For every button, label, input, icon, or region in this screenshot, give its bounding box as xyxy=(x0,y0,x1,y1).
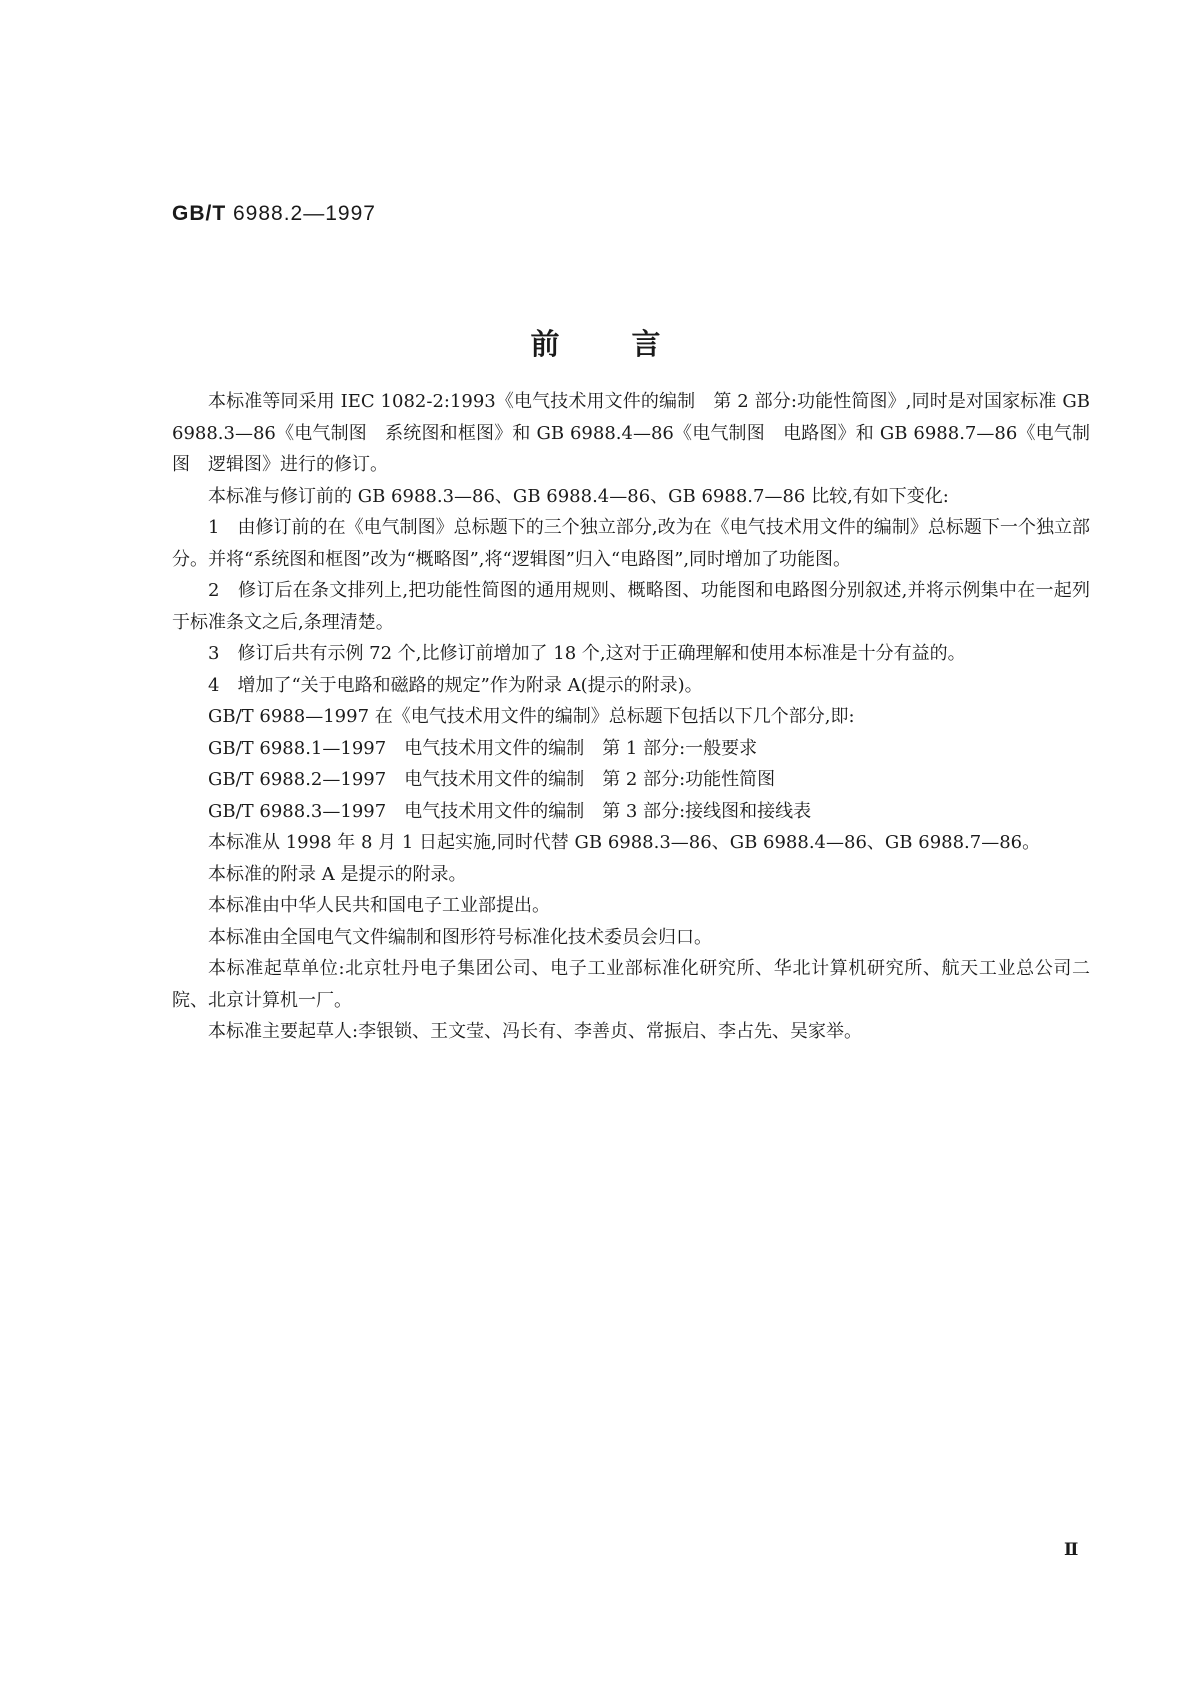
paragraph: 本标准与修订前的 GB 6988.3—86、GB 6988.4—86、GB 6988.7—86 比较,有如下变化: xyxy=(208,485,949,507)
paragraph: 本标准主要起草人:李银锁、王文莹、冯长有、李善贞、常振启、李占先、吴家举。 xyxy=(208,1021,863,1042)
paragraph: 本标准等同采用 IEC 1082-2:1993《电气技术用文件的编制 第 2 部分:功能性简图》,同时是对国家标准 GB 6988.3—86《电气制图 系统图和框图》和 GB 6988.4—86《电气制图 电路图》和 GB 6988.7—86《电气制图 逻辑图》进行的修订。 xyxy=(172,391,1090,475)
paragraph: 3 修订后共有示例 72 个,比修订前增加了 18 个,这对于正确理解和使用本标准是十分有益的。 xyxy=(208,643,966,664)
page-title: 前言 xyxy=(530,327,733,361)
paragraph: 本标准从 1998 年 8 月 1 日起实施,同时代替 GB 6988.3—86、GB 6988.4—86、GB 6988.7—86。 xyxy=(208,832,1041,853)
paragraph: 4 增加了“关于电路和磁路的规定”作为附录 A(提示的附录)。 xyxy=(208,674,703,696)
paragraph: GB/T 6988.3—1997 电气技术用文件的编制 第 3 部分:接线图和接线表 xyxy=(208,800,812,822)
page-number: Ⅱ xyxy=(1064,1540,1079,1560)
paragraph: 本标准由全国电气文件编制和图形符号标准化技术委员会归口。 xyxy=(208,926,712,948)
document-number xyxy=(172,202,376,226)
document-number-prefix: GB/T xyxy=(172,202,227,225)
paragraph: 2 修订后在条文排列上,把功能性简图的通用规则、概略图、功能图和电路图分别叙述,并将示例集中在一起列于标准条文之后,条理清楚。 xyxy=(172,580,1090,633)
document-number-value: 6988.2—1997 xyxy=(226,202,376,225)
paragraph: GB/T 6988.1—1997 电气技术用文件的编制 第 1 部分:一般要求 xyxy=(208,737,758,759)
paragraph: 本标准的附录 A 是提示的附录。 xyxy=(208,863,467,885)
foreword-body xyxy=(172,386,1090,1048)
paragraph: GB/T 6988.2—1997 电气技术用文件的编制 第 2 部分:功能性简图 xyxy=(208,769,776,790)
paragraph: 本标准起草单位:北京牡丹电子集团公司、电子工业部标准化研究所、华北计算机研究所、航天工业总公司二院、北京计算机一厂。 xyxy=(172,958,1090,1011)
paragraph: GB/T 6988—1997 在《电气技术用文件的编制》总标题下包括以下几个部分,即: xyxy=(208,706,855,727)
paragraph: 1 由修订前的在《电气制图》总标题下的三个独立部分,改为在《电气技术用文件的编制》总标题下一个独立部分。并将“系统图和框图”改为“概略图”,将“逻辑图”归入“电路图”,同时增加了功能图。 xyxy=(172,517,1090,570)
paragraph: 本标准由中华人民共和国电子工业部提出。 xyxy=(208,895,550,916)
